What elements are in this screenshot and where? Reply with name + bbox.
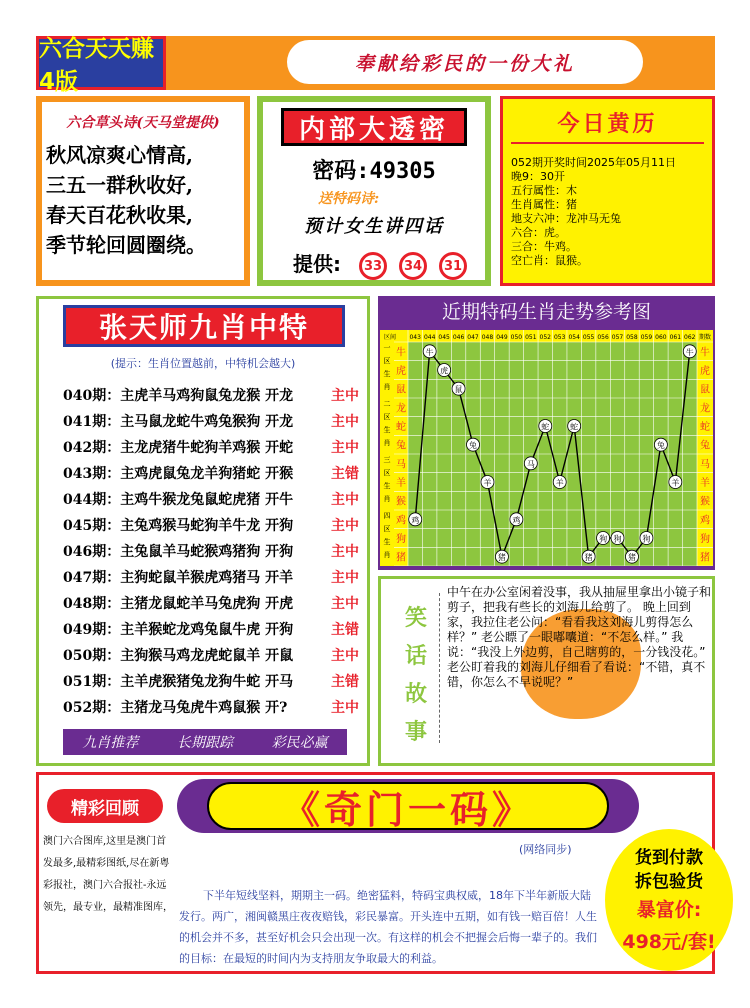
zodiac-axis-label: 猪 bbox=[396, 552, 406, 564]
secret-poem: 预计女生讲四话 bbox=[304, 216, 444, 237]
zodiac-axis-label: 牛 bbox=[396, 347, 406, 359]
zodiac-row-result: 主中 bbox=[331, 648, 359, 664]
ad-banner-title: 《奇门一码》 bbox=[207, 782, 609, 830]
zodiac-row-text: 048期：主猪龙鼠蛇羊马兔虎狗 开虎 bbox=[63, 596, 294, 612]
zone-label: 肖 bbox=[383, 495, 391, 503]
zone-label: 生 bbox=[383, 482, 391, 490]
joke-text: 中午在办公室闲着没事，我从抽屉里拿出小镜子和剪子，把我有些长的刘海儿给剪了。 晚上回到家，我拉住老公问：“看看我这刘海儿剪得怎么样？” 老公瞟了一眼嘟囔道：“不怎么样。” 我说：“我没上外边剪，自己瞎剪的，一分钱没花。” 老公盯着我的刘海儿仔细看了看说：“不错，真不错，你怎么不早说呢？” bbox=[447, 585, 712, 689]
zodiac-axis-label: 羊 bbox=[396, 478, 406, 489]
almanac-line: 三合：牛鸡。 bbox=[511, 240, 577, 253]
period-tick-label: 058 bbox=[626, 334, 638, 341]
trend-point-label: 狗 bbox=[613, 534, 622, 544]
zodiac-axis-label-right: 鼠 bbox=[700, 384, 710, 396]
almanac-divider bbox=[511, 142, 704, 144]
zone-label: 区 bbox=[383, 357, 391, 365]
joke-title-char: 事 bbox=[404, 719, 427, 745]
zodiac-row-result: 主中 bbox=[331, 414, 359, 430]
zodiac-row-result: 主中 bbox=[331, 518, 359, 534]
period-tick-label: 047 bbox=[467, 334, 479, 341]
price-line: 货到付款 bbox=[635, 848, 703, 868]
period-tick-label: 056 bbox=[597, 334, 609, 341]
joke-title-char: 话 bbox=[404, 643, 427, 669]
number-ball: 34 bbox=[399, 252, 427, 280]
almanac-title: 今日黄历 bbox=[557, 111, 658, 137]
price-line: 498元/套! bbox=[622, 931, 716, 953]
joke-title-char: 笑 bbox=[404, 605, 427, 631]
zodiac-axis-label-right: 羊 bbox=[700, 478, 710, 489]
almanac-line: 052期开奖时间2025年05月11日 bbox=[511, 156, 676, 169]
trend-point-label: 猪 bbox=[584, 553, 593, 563]
period-tick-label: 044 bbox=[423, 334, 436, 341]
ad-side-text: 澳门六合图库,这里是澳门首发最多,最精彩图纸,尽在新粤彩报社，澳门六合报社-永远领先，最专业，最精准图库， bbox=[43, 836, 173, 913]
zodiac-list-panel bbox=[36, 296, 370, 766]
zodiac-row-text: 041期：主马鼠龙蛇牛鸡兔猴狗 开龙 bbox=[63, 414, 294, 430]
trend-point-label: 鸡 bbox=[512, 515, 521, 525]
trend-point-label: 猪 bbox=[497, 553, 506, 563]
period-tick-label: 054 bbox=[568, 334, 580, 341]
zone-label: 二 bbox=[383, 400, 391, 408]
zodiac-axis-label: 狗 bbox=[396, 534, 406, 545]
ad-tag: 精彩回顾 bbox=[47, 789, 163, 823]
zodiac-axis-label-right: 牛 bbox=[700, 347, 710, 359]
zodiac-row-text: 047期：主狗蛇鼠羊猴虎鸡猪马 开羊 bbox=[63, 570, 294, 586]
period-tick-label: 045 bbox=[438, 334, 450, 341]
trend-point-label: 羊 bbox=[483, 478, 492, 488]
trend-point-label: 牛 bbox=[685, 347, 694, 357]
trend-point-label: 蛇 bbox=[570, 422, 579, 432]
header-slogan: 奉献给彩民的一份大礼 bbox=[287, 40, 643, 84]
period-tick-label: 053 bbox=[553, 334, 566, 341]
zodiac-row-text: 046期：主兔鼠羊马蛇猴鸡猪狗 开狗 bbox=[63, 544, 294, 560]
zodiac-axis-label: 龙 bbox=[396, 403, 406, 415]
zodiac-row-result: 主错 bbox=[331, 466, 359, 482]
trend-point-label: 羊 bbox=[555, 478, 564, 488]
zodiac-row-result: 主错 bbox=[331, 622, 359, 638]
zodiac-row-result: 主中 bbox=[331, 700, 359, 716]
trend-point-label: 兔 bbox=[469, 441, 478, 451]
corner-label: 区间 bbox=[383, 334, 397, 341]
trend-point-label: 狗 bbox=[642, 534, 651, 544]
almanac-panel bbox=[500, 96, 715, 286]
period-tick-label: 062 bbox=[684, 334, 696, 341]
zodiac-row-result: 主中 bbox=[331, 596, 359, 612]
joke-panel bbox=[378, 576, 715, 766]
price-line: 暴富价: bbox=[636, 899, 702, 921]
trend-point-label: 鸡 bbox=[411, 515, 420, 525]
zodiac-list-title: 张天师九肖中特 bbox=[63, 305, 345, 347]
trend-point-label: 羊 bbox=[671, 478, 680, 488]
zodiac-axis-label-right: 马 bbox=[700, 459, 710, 471]
zone-label: 生 bbox=[383, 538, 391, 546]
zodiac-axis-label: 虎 bbox=[396, 366, 406, 377]
zodiac-row-text: 045期：主兔鸡猴马蛇狗羊牛龙 开狗 bbox=[63, 518, 294, 534]
period-tick-label: 061 bbox=[669, 334, 682, 341]
provide-label: 提供: bbox=[293, 252, 341, 276]
zone-label: 肖 bbox=[383, 551, 391, 559]
zodiac-row-text: 044期：主鸡牛猴龙兔鼠蛇虎猪 开牛 bbox=[63, 492, 294, 508]
zodiac-list-tip: (提示：生肖位置越前，中特机会越大) bbox=[110, 357, 296, 370]
zodiac-row-text: 051期：主羊虎猴猪兔龙狗牛蛇 开马 bbox=[63, 674, 294, 690]
zodiac-axis-label-right: 兔 bbox=[700, 440, 710, 452]
almanac-line: 地支六冲：龙冲马无兔 bbox=[511, 212, 621, 225]
zodiac-row-result: 主中 bbox=[331, 440, 359, 456]
zone-label: 区 bbox=[383, 469, 391, 477]
zone-label: 区 bbox=[383, 525, 391, 533]
zodiac-row-result: 主中 bbox=[331, 388, 359, 404]
joke-title-char: 故 bbox=[404, 681, 427, 707]
poem-title: 六合草头诗(天马堂提供) bbox=[66, 115, 220, 131]
footer-phrase: 九肖推荐 bbox=[82, 735, 139, 751]
period-tick-label: 046 bbox=[452, 334, 465, 341]
secret-panel bbox=[257, 96, 491, 286]
zodiac-row-text: 040期：主虎羊马鸡狗鼠兔龙猴 开龙 bbox=[63, 388, 294, 404]
poem-line: 秋风凉爽心情高, bbox=[46, 143, 193, 167]
zodiac-axis-label: 猴 bbox=[396, 496, 406, 508]
price-badge bbox=[605, 829, 733, 971]
secret-poem-label: 送特码诗: bbox=[318, 191, 380, 207]
price-line: 拆包验货 bbox=[635, 872, 703, 892]
zodiac-row-result: 主中 bbox=[331, 492, 359, 508]
trend-point-label: 鼠 bbox=[454, 385, 463, 395]
period-tick-label: 051 bbox=[525, 334, 537, 341]
almanac-line: 晚9：30开 bbox=[511, 170, 565, 183]
zodiac-row-result: 主中 bbox=[331, 544, 359, 560]
zodiac-row-text: 052期：主猪龙马兔虎牛鸡鼠猴 开? bbox=[63, 700, 288, 716]
zodiac-row-text: 042期：主龙虎猪牛蛇狗羊鸡猴 开蛇 bbox=[63, 440, 294, 456]
number-ball: 31 bbox=[439, 252, 467, 280]
period-tick-label: 050 bbox=[510, 334, 523, 341]
trend-chart-panel bbox=[378, 296, 715, 570]
zodiac-row-text: 043期：主鸡虎鼠兔龙羊狗猪蛇 开猴 bbox=[63, 466, 294, 482]
poem-line: 春天百花秋收果, bbox=[46, 203, 193, 227]
zodiac-axis-label: 鼠 bbox=[396, 384, 406, 396]
zone-label: 三 bbox=[383, 456, 391, 464]
almanac-line: 五行属性：木 bbox=[511, 184, 577, 197]
zodiac-row-result: 主错 bbox=[331, 674, 359, 690]
zodiac-row-text: 050期：主狗猴马鸡龙虎蛇鼠羊 开鼠 bbox=[63, 648, 294, 664]
almanac-line: 生肖属性：猪 bbox=[511, 198, 577, 211]
zone-label: 一 bbox=[383, 344, 391, 352]
zodiac-axis-label-right: 虎 bbox=[700, 366, 710, 377]
period-tick-label: 060 bbox=[655, 334, 667, 341]
zodiac-axis-label-right: 鸡 bbox=[700, 515, 710, 527]
period-tick-label: 059 bbox=[640, 334, 653, 341]
zodiac-list-footer bbox=[63, 729, 347, 755]
period-tick-label: 043 bbox=[409, 334, 421, 341]
ad-body: 下半年短线坚料，期期主一码。绝密猛料，特码宝典权威，18年下半年新版大陆发行。两广，湘闽赣黑庄夜夜赔钱，彩民暴富。开头连中五期，如有钱一赔百倍！人生的机会并不多，甚至好机会只会出现一次。有这样的机会不把握会后悔一辈子的。我们的目标：在最短的时间内为支持朋友争取最大的利益。 bbox=[179, 889, 597, 965]
zodiac-axis-label-right: 猪 bbox=[700, 552, 710, 564]
zone-label: 生 bbox=[383, 426, 391, 434]
footer-phrase: 长期跟踪 bbox=[176, 735, 233, 751]
period-tick-label: 048 bbox=[481, 334, 494, 341]
secret-title: 内部大透密 bbox=[281, 108, 467, 146]
period-tick-label: 049 bbox=[496, 334, 508, 341]
zone-label: 肖 bbox=[383, 383, 391, 391]
trend-point-label: 马 bbox=[526, 459, 535, 469]
number-ball: 33 bbox=[359, 252, 387, 280]
trend-point-label: 狗 bbox=[599, 534, 608, 544]
period-tick-label: 055 bbox=[582, 334, 595, 341]
poem-line: 三五一群秋收好, bbox=[46, 173, 193, 197]
ad-banner bbox=[177, 779, 639, 833]
ad-panel bbox=[36, 772, 715, 974]
zodiac-axis-label-right: 猴 bbox=[700, 496, 710, 508]
zone-label: 生 bbox=[383, 370, 391, 378]
joke-title bbox=[403, 599, 429, 751]
zone-label: 四 bbox=[383, 512, 391, 520]
trend-point-label: 虎 bbox=[440, 366, 449, 376]
zodiac-row-result: 主中 bbox=[331, 570, 359, 586]
poem-panel bbox=[36, 96, 250, 286]
zodiac-axis-label: 蛇 bbox=[396, 422, 406, 433]
footer-phrase: 彩民必赢 bbox=[271, 735, 328, 751]
edition-logo: 六合天天赚 4版 bbox=[36, 36, 166, 90]
poem-line: 季节轮回圆圈绕。 bbox=[46, 233, 206, 257]
zodiac-axis-label-right: 蛇 bbox=[700, 422, 710, 433]
period-tick-label: 052 bbox=[539, 334, 552, 341]
almanac-line: 六合：虎。 bbox=[511, 226, 566, 239]
almanac-line: 空亡肖：鼠猴。 bbox=[511, 254, 588, 267]
ad-source: (网络同步) bbox=[519, 843, 572, 856]
trend-chart-title: 近期特码生肖走势参考图 bbox=[441, 301, 651, 323]
joke-divider bbox=[439, 593, 441, 743]
zone-label: 肖 bbox=[383, 439, 391, 447]
period-tick-label: 057 bbox=[611, 334, 624, 341]
trend-chart bbox=[380, 330, 713, 566]
zodiac-axis-label: 马 bbox=[396, 459, 406, 471]
trend-point-label: 蛇 bbox=[541, 422, 550, 432]
end-label: 期数 bbox=[698, 334, 712, 341]
zodiac-axis-label-right: 龙 bbox=[700, 403, 710, 415]
trend-point-label: 猪 bbox=[627, 553, 636, 563]
zodiac-row-text: 049期：主羊猴蛇龙鸡兔鼠牛虎 开狗 bbox=[63, 622, 294, 638]
secret-code: 密码:49305 bbox=[312, 159, 436, 184]
zodiac-axis-label-right: 狗 bbox=[700, 534, 710, 545]
zodiac-axis-label: 鸡 bbox=[396, 515, 406, 527]
zone-label: 区 bbox=[383, 413, 391, 421]
trend-point-label: 牛 bbox=[425, 347, 434, 357]
zodiac-axis-label: 兔 bbox=[396, 440, 406, 452]
trend-point-label: 兔 bbox=[656, 441, 665, 451]
